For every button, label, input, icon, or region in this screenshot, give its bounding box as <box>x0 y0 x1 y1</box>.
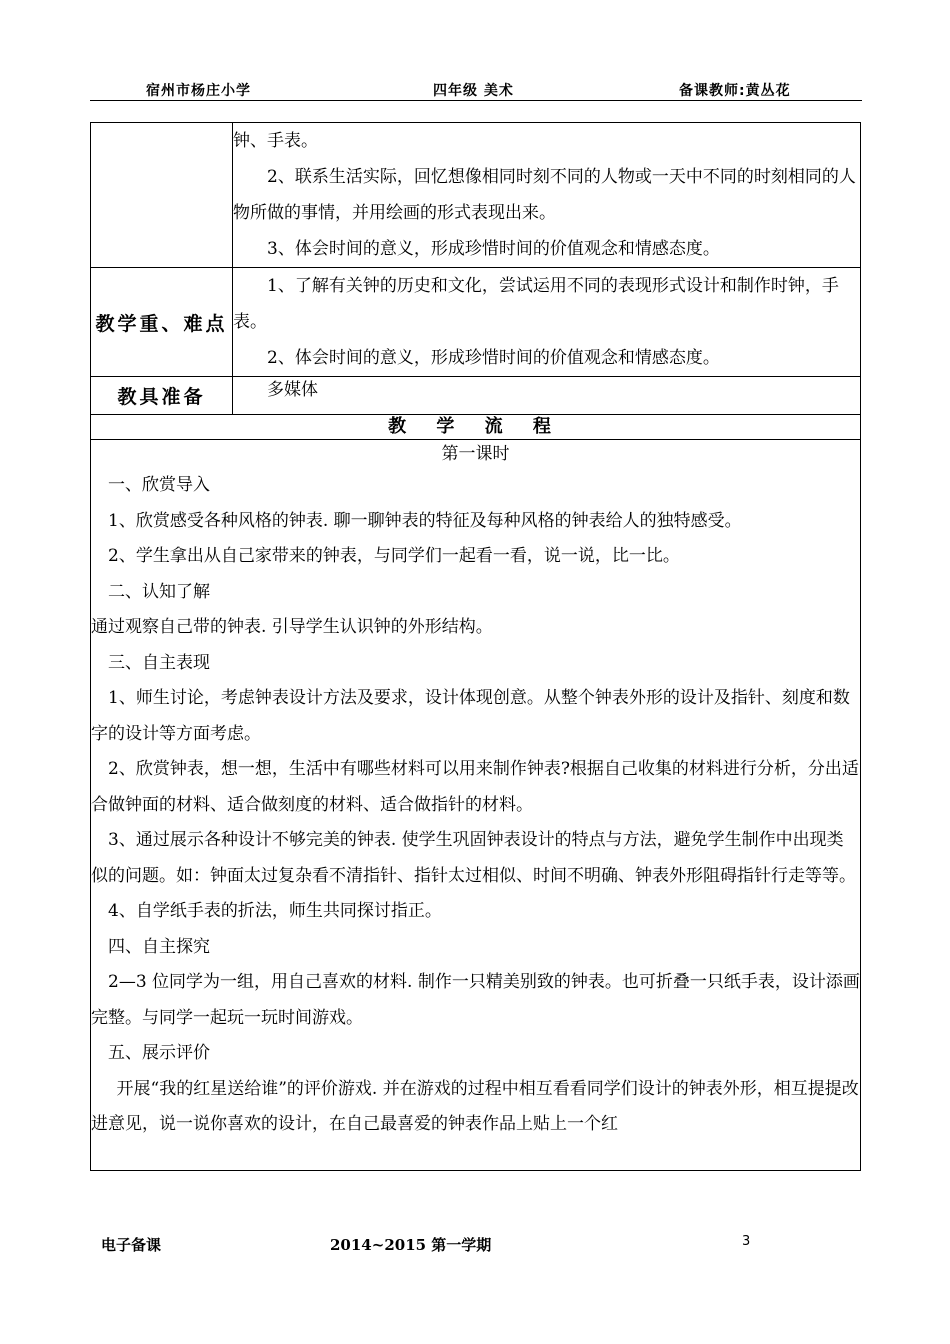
goals-line-2: 2、联系生活实际，回忆想像相同时刻不同的人物或一天中不同的时刻相同的人物所做的事情，并用绘画的形式表现出来。 <box>233 167 856 223</box>
page-number: 3 <box>742 1234 751 1249</box>
goals-line-3: 3、体会时间的意义，形成珍惜时间的价值观念和情感态度。 <box>267 239 720 259</box>
section-3-para-4: 4、自学纸手表的折法，师生共同探讨指正。 <box>108 901 442 921</box>
key-points-line-1: 1、了解有关钟的历史和文化，尝试运用不同的表现形式设计和制作时钟，手表。 <box>233 276 839 332</box>
section-3-title: 三、自主表现 <box>108 652 210 673</box>
section-1-para-2: 2、学生拿出从自己家带来的钟表，与同学们一起看一看，说一说，比一比。 <box>108 546 680 566</box>
goals-line-1: 钟、手表。 <box>233 131 318 151</box>
section-1-title: 一、欣赏导入 <box>108 475 210 495</box>
header-teacher: 备课教师:黄丛花 <box>679 83 791 99</box>
flow-title-row <box>91 415 861 440</box>
key-points-row <box>91 268 861 377</box>
flow-content <box>91 440 861 1171</box>
header-divider <box>90 100 862 101</box>
section-4-para-1: 2—3 位同学为一组，用自己喜欢的材料. 制作一只精美别致的钟表。也可折叠一只纸手表，设计添画完整。与同学一起玩一玩时间游戏。 <box>91 972 860 1028</box>
lesson-period: 第一课时 <box>441 444 510 464</box>
section-5-para-1: 开展“我的红星送给谁”的评价游戏. 并在游戏的过程中相互看看同学们设计的钟表外形，相互提提改进意见，说一说你喜欢的设计，在自己最喜爱的钟表作品上贴上一个红 <box>91 1078 859 1134</box>
key-points-content <box>233 268 861 377</box>
flow-title: 教 学 流 程 <box>91 415 861 440</box>
section-3-para-2: 2、欣赏钟表，想一想，生活中有哪些材料可以用来制作钟表?根据自己收集的材料进行分析，分出适合做钟面的材料、适合做刻度的材料、适合做指针的材料。 <box>91 759 859 815</box>
section-2-para-1: 通过观察自己带的钟表. 引导学生认识钟的外形结构。 <box>91 617 493 637</box>
lesson-plan-table <box>90 122 861 1171</box>
footer-left: 电子备课 <box>101 1236 162 1254</box>
footer-term: 2014~2015 第一学期 <box>330 1236 492 1254</box>
tools-row <box>91 377 861 415</box>
tools-label: 教具准备 <box>91 377 233 415</box>
section-5-title: 五、展示评价 <box>108 1043 210 1063</box>
section-1-para-1: 1、欣赏感受各种风格的钟表. 聊一聊钟表的特征及每种风格的钟表给人的独特感受。 <box>108 510 742 531</box>
header-subject: 四年级 美术 <box>433 83 514 99</box>
goals-label <box>91 123 233 268</box>
section-3-para-1: 1、师生讨论，考虑钟表设计方法及要求，设计体现创意。从整个钟表外形的设计及指针、刻度和数字的设计等方面考虑。 <box>91 688 850 744</box>
section-2-title: 二、认知了解 <box>108 581 210 602</box>
section-3-para-3: 3、通过展示各种设计不够完美的钟表. 使学生巩固钟表设计的特点与方法，避免学生制作中出现类似的问题。如：钟面太过复杂看不清指针、指针太过相似、时间不明确、钟表外形阻碍指针行走等等。 <box>91 830 856 886</box>
goals-content <box>233 123 861 268</box>
flow-content-row <box>91 440 861 1171</box>
tools-content <box>233 377 861 415</box>
key-points-label: 教学重、难点 <box>91 268 233 377</box>
key-points-line-2: 2、体会时间的意义，形成珍惜时间的价值观念和情感态度。 <box>267 348 720 368</box>
goals-row <box>91 123 861 268</box>
header-school: 宿州市杨庄小学 <box>146 83 251 99</box>
tools-value: 多媒体 <box>267 380 318 400</box>
section-4-title: 四、自主探究 <box>108 936 210 957</box>
